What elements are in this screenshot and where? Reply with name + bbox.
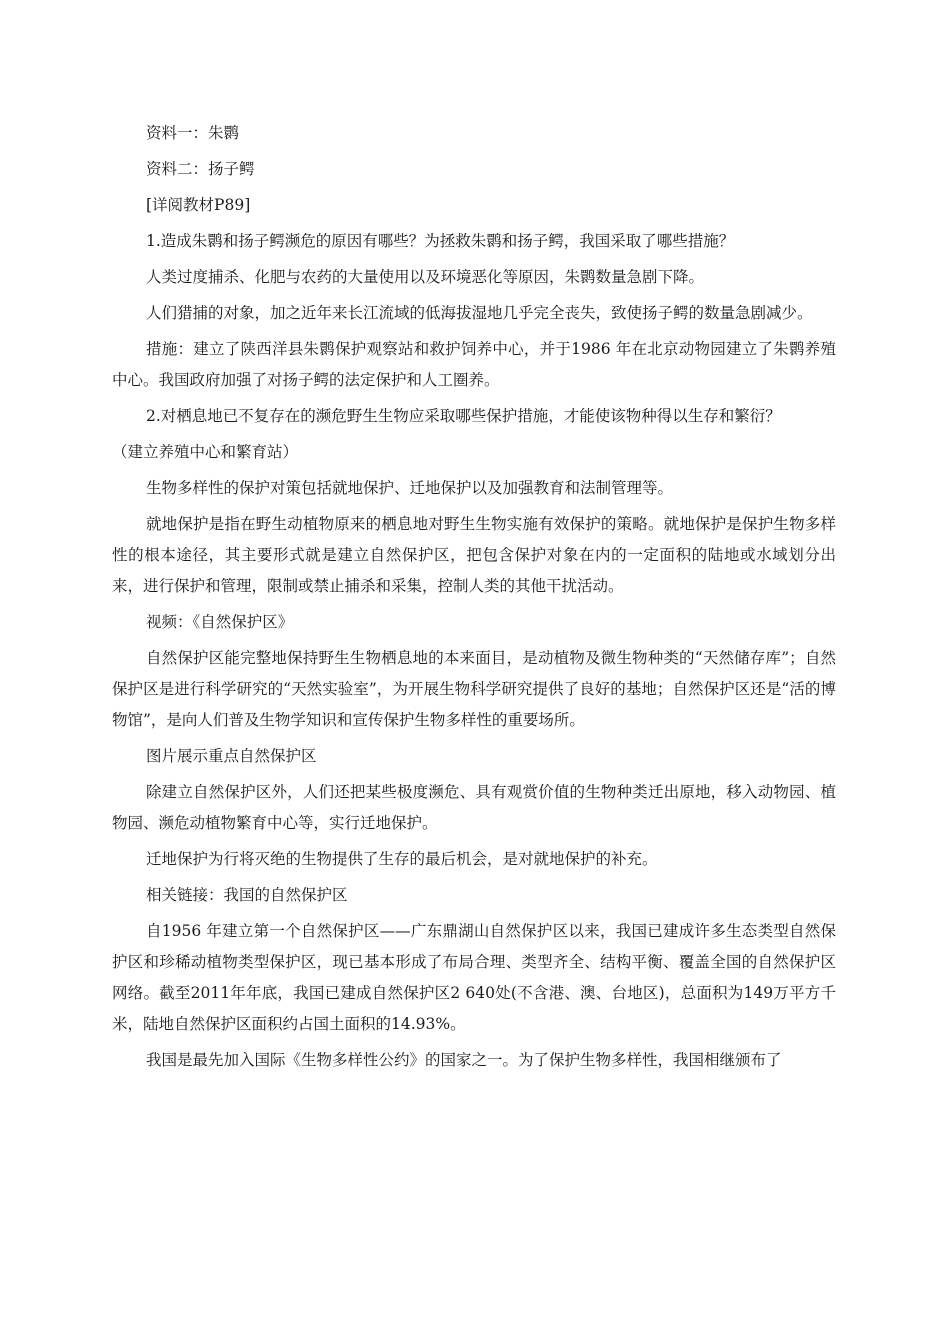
paragraph-14: 图片展示重点自然保护区 — [146, 747, 317, 765]
paragraph-18: 自1956 年建立第一个自然保护区——广东鼎湖山自然保护区以来，我国已建成许多生态类型自然保护区和珍稀动植物类型保护区，现已基本形成了布局合理、类型齐全、结构平衡、覆盖全国的自然保护区网络。截至2011年年底，我国已建成自然保护区2 640处(不含港、澳、台地区)，总面积为149万平方千米，陆地自然保护区面积约占国土面积的14.93%。 — [112, 922, 836, 1033]
document-page — [112, 118, 836, 1081]
paragraph-3: [详阅教材P89] — [146, 196, 251, 214]
paragraph-16: 迁地保护为行将灭绝的生物提供了生存的最后机会，是对就地保护的补充。 — [146, 850, 658, 868]
paragraph-15: 除建立自然保护区外，人们还把某些极度濒危、具有观赏价值的生物种类迁出原地，移入动物园、植物园、濒危动植物繁育中心等，实行迁地保护。 — [112, 783, 836, 832]
paragraph-10: 生物多样性的保护对策包括就地保护、迁地保护以及加强教育和法制管理等。 — [146, 479, 674, 497]
paragraph-13: 自然保护区能完整地保持野生生物栖息地的本来面目，是动植物及微生物种类的“天然储存库”；自然保护区是进行科学研究的“天然实验室”，为开展生物科学研究提供了良好的基地；自然保护区还是“活的博物馆”，是向人们普及生物学知识和宣传保护生物多样性的重要场所。 — [112, 649, 836, 729]
paragraph-9: （建立养殖中心和繁育站） — [112, 443, 299, 461]
paragraph-6: 人们猎捕的对象，加之近年来长江流域的低海拔湿地几乎完全丧失，致使扬子鳄的数量急剧减少。 — [146, 304, 813, 322]
paragraph-1: 资料一：朱鹮 — [146, 124, 240, 142]
paragraph-4: 1.造成朱鹮和扬子鳄濒危的原因有哪些？为拯救朱鹮和扬子鳄，我国采取了哪些措施？ — [146, 232, 735, 250]
paragraph-2: 资料二：扬子鳄 — [146, 160, 255, 178]
paragraph-11: 就地保护是指在野生动植物原来的栖息地对野生生物实施有效保护的策略。就地保护是保护生物多样性的根本途径，其主要形式就是建立自然保护区，把包含保护对象在内的一定面积的陆地或水域划分出来，进行保护和管理，限制或禁止捕杀和采集，控制人类的其他干扰活动。 — [112, 515, 836, 595]
paragraph-8: 2.对栖息地已不复存在的濒危野生生物应采取哪些保护措施，才能使该物种得以生存和繁衍？ — [146, 407, 781, 425]
paragraph-19: 我国是最先加入国际《生物多样性公约》的国家之一。为了保护生物多样性，我国相继颁布了 — [146, 1051, 782, 1069]
paragraph-5: 人类过度捕杀、化肥与农药的大量使用以及环境恶化等原因，朱鹮数量急剧下降。 — [146, 268, 705, 286]
paragraph-17: 相关链接：我国的自然保护区 — [146, 886, 348, 904]
paragraph-7: 措施：建立了陕西洋县朱鹮保护观察站和救护饲养中心，并于1986 年在北京动物园建立了朱鹮养殖中心。我国政府加强了对扬子鳄的法定保护和人工圈养。 — [112, 340, 836, 389]
paragraph-12: 视频：《自然保护区》 — [146, 613, 294, 631]
